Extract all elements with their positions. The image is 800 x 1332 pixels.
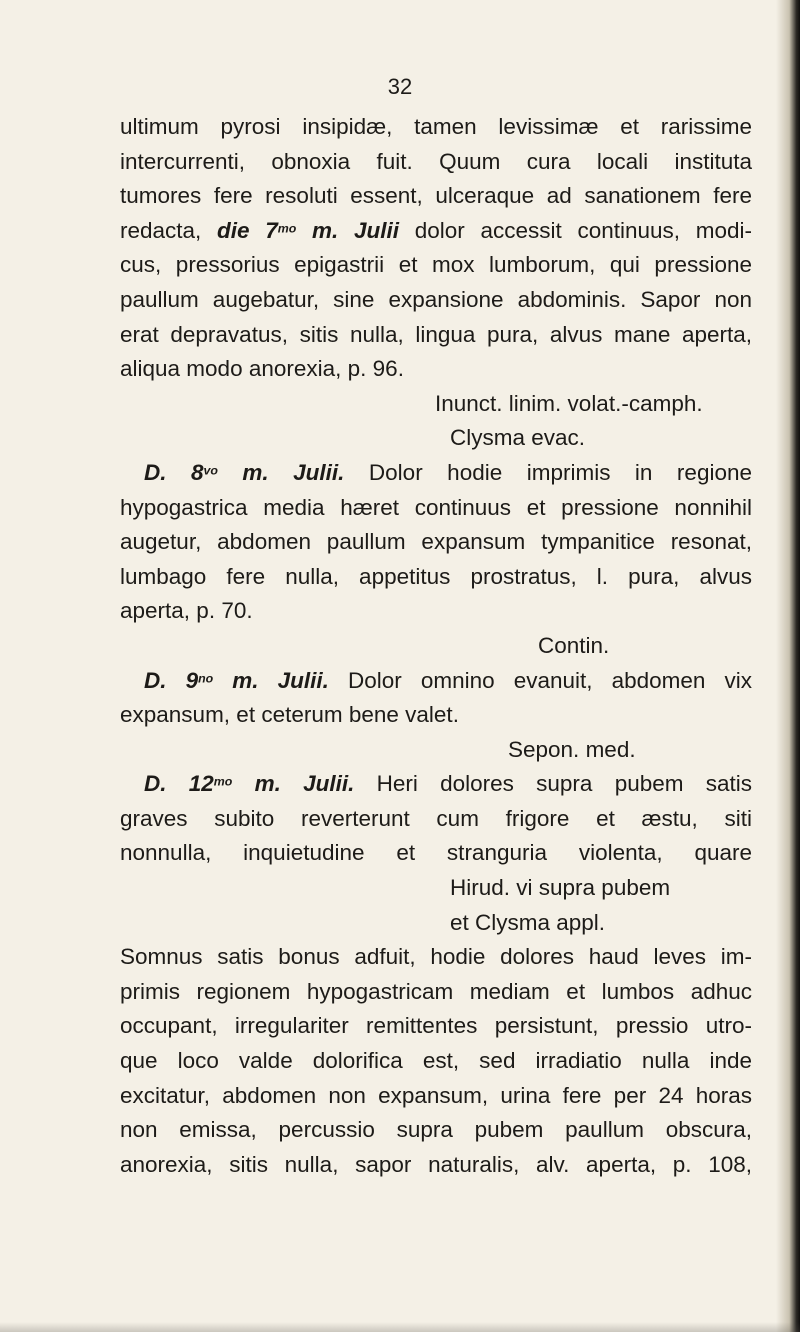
text-line: non emissa, percussio supra pubem paullum obscura, [120, 1117, 752, 1143]
text-line: hypogastrica media hæret continuus et pressione nonnihil [120, 494, 752, 520]
entry-heading-line: D. $12^{mo}$ m. Julii. Heri dolores supra pubem satis [144, 771, 752, 797]
date-label: D. $12^{mo}$ m. Julii. [144, 771, 355, 797]
text-line: que loco valde dolorifica est, sed irradiatio nulla inde [120, 1048, 752, 1074]
text-line: graves subito reverterunt cum frigore et æstu, siti [120, 805, 752, 831]
prescription-line: Sepon. med. [508, 736, 636, 762]
text-line: Somnus satis bonus adfuit, hodie dolores haud leves im- [120, 944, 752, 970]
prescription-line: Clysma evac. [450, 425, 586, 451]
text-line: augetur, abdomen paullum expansum tympanitice resonat, [120, 529, 752, 555]
text-line: erat depravatus, sitis nulla, lingua pura, alvus mane aperta, [120, 321, 752, 347]
page-number: 32 [387, 74, 413, 99]
page-bottom-shadow [0, 1322, 800, 1332]
page-binding-edge [776, 0, 800, 1332]
text-line: aperta, p. 70. [120, 598, 253, 624]
text-line-dated [120, 214, 752, 249]
date-label: D. $9^{no}$ m. Julii. [144, 667, 329, 693]
text-line: occupant, irregulariter remittentes persistunt, pressio utro- [120, 1013, 752, 1039]
text-fragment: redacta, [120, 217, 202, 243]
text-line: nonnulla, inquietudine et stranguria violenta, quare [120, 840, 752, 866]
prescription-line: Contin. [538, 632, 610, 658]
text-fragment: dolor accessit continuus, modi- [414, 217, 752, 243]
text-line: primis regionem hypogastricam mediam et lumbos adhuc [120, 978, 752, 1004]
entry-heading-line: D. $9^{no}$ m. Julii. Dolor omnino evanuit, abdomen vix [144, 667, 753, 693]
page-text [120, 110, 752, 1182]
text-line: ultimum pyrosi insipidæ, tamen levissimæ et rarissime [120, 114, 752, 139]
prescription-line: et Clysma appl. [450, 909, 606, 935]
prescription-line: Hirud. vi supra pubem [450, 875, 671, 901]
text-line: aliqua modo anorexia, p. 96. [120, 356, 404, 382]
text-line: tumores fere resoluti essent, ulceraque ad sanationem fere [120, 183, 752, 209]
text-line: excitatur, abdomen non expansum, urina fere per 24 horas [120, 1082, 752, 1108]
date-label: D. $8^{vo}$ m. Julii. [144, 459, 345, 485]
text-line: cus, pressorius epigastrii et mox lumborum, qui pressione [120, 252, 752, 278]
text-line: paullum augebatur, sine expansione abdominis. Sapor non [120, 286, 752, 312]
text-line: lumbago fere nulla, appetitus prostratus, l. pura, alvus [120, 563, 752, 589]
entry-heading-line: D. $8^{vo}$ m. Julii. Dolor hodie imprimis in regione [144, 459, 752, 485]
text-line: intercurrenti, obnoxia fuit. Quum cura locali instituta [120, 148, 752, 174]
text-line: expansum, et ceterum bene valet. [120, 702, 459, 728]
text-line: anorexia, sitis nulla, sapor naturalis, alv. aperta, p. 108, [120, 1151, 752, 1177]
prescription-line: Inunct. linim. volat.-camph. [435, 390, 703, 416]
date-label: die $7^{mo}$ m. Julii [217, 217, 399, 243]
